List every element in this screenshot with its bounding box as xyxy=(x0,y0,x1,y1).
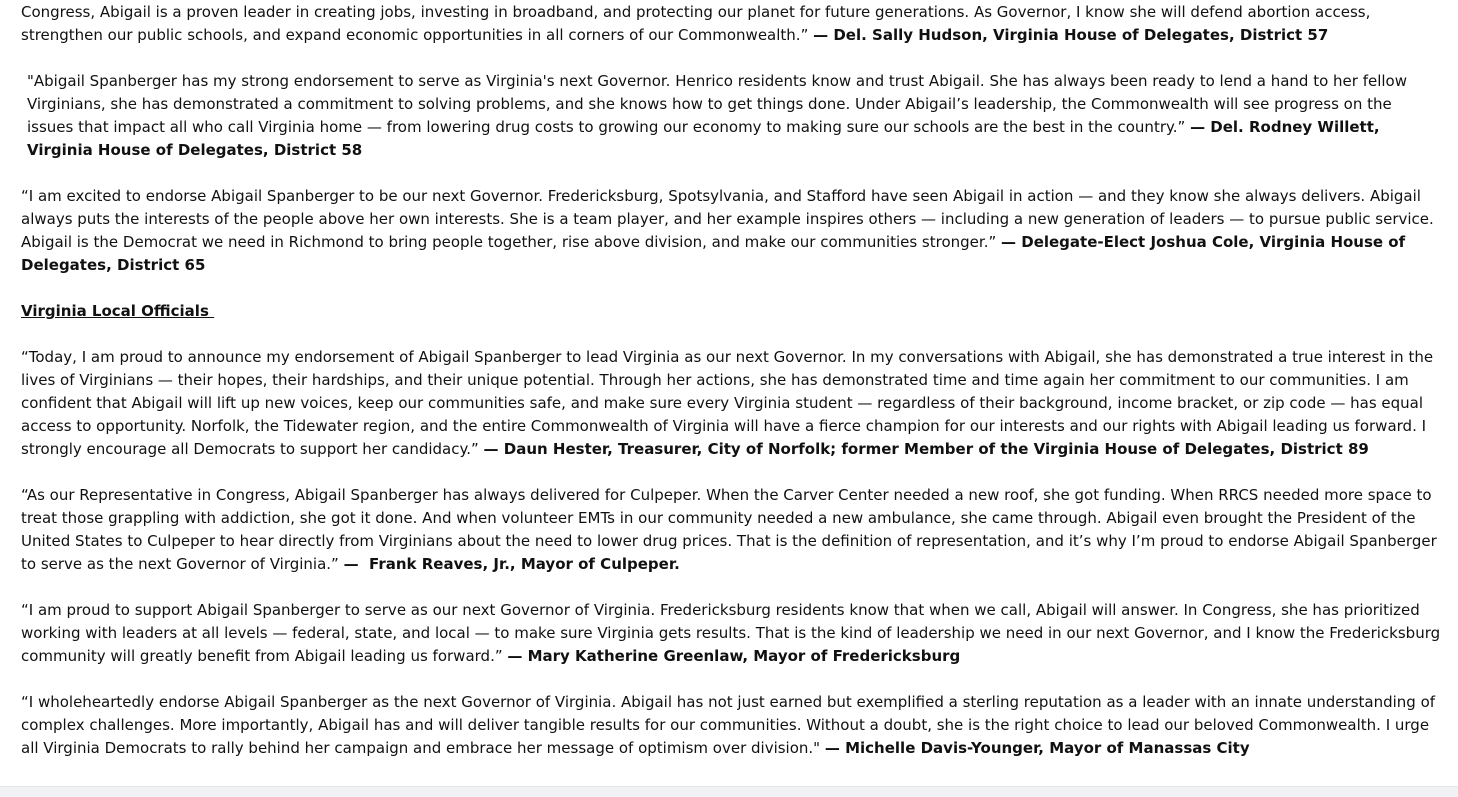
quote-text: “I wholeheartedly endorse Abigail Spanberger as the next Governor of Virginia. Abigail has not just earned but exemplified a sterling reputation as a leader with an innate understanding of complex challenges. More importantly, Abigail has and will deliver tangible results for our communities. Without a doubt, she is the right choice to lead our beloved Commonwealth. I urge all Virginia Democrats to rally behind her campaign and embrace her message of optimism over division." xyxy=(21,693,1436,757)
quote-paragraph-hester xyxy=(21,346,1441,461)
section-heading: Virginia Local Officials xyxy=(21,302,215,320)
page-bottom-strip xyxy=(0,786,1458,797)
quote-text: “As our Representative in Congress, Abigail Spanberger has always delivered for Culpeper. When the Carver Center needed a new roof, she got funding. When RRCS needed more space to treat those grappling with addiction, she got it done. And when volunteer EMTs in our community needed a new ambulance, she came through. Abigail even brought the President of the United States to Culpeper to hear directly from Virginians about the need to lower drug prices. That is the definition of representation, and it’s why I’m proud to endorse Abigail Spanberger to serve as the next Governor of Virginia.” xyxy=(21,486,1437,573)
quote-attribution: — Frank Reaves, Jr., Mayor of Culpeper. xyxy=(343,555,680,573)
quote-paragraph-reaves xyxy=(21,484,1441,576)
quote-text: “I am proud to support Abigail Spanberger to serve as our next Governor of Virginia. Fredericksburg residents know that when we call, Abigail will answer. In Congress, she has prioritized working with leaders at all levels — federal, state, and local — to make sure Virginia gets results. That is the kind of leadership we need in our next Governor, and I know the Fredericksburg community will greatly benefit from Abigail leading us forward.” xyxy=(21,601,1441,665)
section-heading-local-officials xyxy=(21,300,1441,323)
quote-text: "Abigail Spanberger has my strong endorsement to serve as Virginia's next Governor. Henrico residents know and trust Abigail. She has always been ready to lend a hand to her fellow Virginians, she has demonstrated a commitment to solving problems, and she knows how to get things done. Under Abigail’s leadership, the Commonwealth will see progress on the issues that impact all who call Virginia home — from lowering drug costs to growing our economy to making sure our schools are the best in the country.” xyxy=(27,72,1407,136)
quote-attribution: — Daun Hester, Treasurer, City of Norfolk; former Member of the Virginia House of Delegates, District 89 xyxy=(483,440,1369,458)
quote-attribution: — Del. Sally Hudson, Virginia House of Delegates, District 57 xyxy=(813,26,1329,44)
quote-text: “I am excited to endorse Abigail Spanberger to be our next Governor. Fredericksburg, Spotsylvania, and Stafford have seen Abigail in action — and they know she always delivers. Abigail always puts the interests of the people above her own interests. She is a team player, and her example inspires others — including a new generation of leaders — to pursue public service. Abigail is the Democrat we need in Richmond to bring people together, rise above division, and make our communities stronger.” xyxy=(21,187,1434,251)
quote-text: Congress, Abigail is a proven leader in creating jobs, investing in broadband, and protecting our planet for future generations. As Governor, I know she will defend abortion access, strengthen our public schools, and expand economic opportunities in all corners of our Commonwealth.” xyxy=(21,3,1371,44)
quote-attribution: — Delegate-Elect Joshua Cole, Virginia House of Delegates, District 65 xyxy=(21,233,1406,274)
quote-text: “Today, I am proud to announce my endorsement of Abigail Spanberger to lead Virginia as our next Governor. In my conversations with Abigail, she has demonstrated a true interest in the lives of Virginians — their hopes, their hardships, and their unique potential. Through her actions, she has demonstrated time and time again her commitment to our communities. I am confident that Abigail will lift up new voices, keep our communities safe, and make sure every Virginia student — regardless of their background, income bracket, or zip code — has equal access to opportunity. Norfolk, the Tidewater region, and the entire Commonwealth of Virginia will have a fierce champion for our interests and our rights with Abigail leading us forward. I strongly encourage all Democrats to support her candidacy.” xyxy=(21,348,1434,458)
quote-paragraph-greenlaw xyxy=(21,599,1441,668)
article-body xyxy=(21,1,1441,783)
quote-attribution: — Mary Katherine Greenlaw, Mayor of Fredericksburg xyxy=(507,647,961,665)
quote-attribution: — Michelle Davis-Younger, Mayor of Manassas City xyxy=(824,739,1250,757)
quote-attribution: — Del. Rodney Willett, Virginia House of Delegates, District 58 xyxy=(27,118,1380,159)
quote-paragraph-cole xyxy=(21,185,1441,277)
quote-paragraph-hudson xyxy=(21,1,1441,47)
quote-paragraph-davis-younger xyxy=(21,691,1441,760)
quote-paragraph-willett xyxy=(21,70,1441,162)
